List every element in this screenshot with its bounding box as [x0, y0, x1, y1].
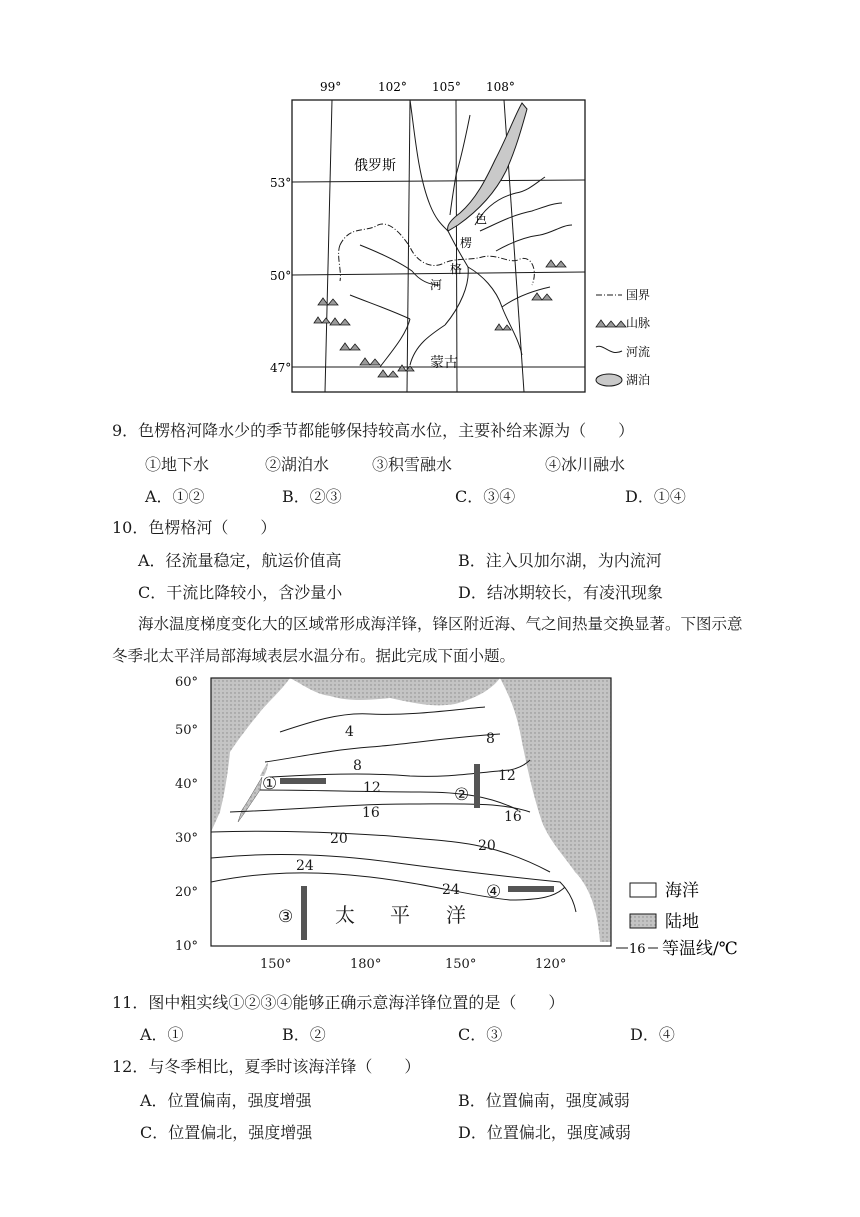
marker-3: ③ [278, 907, 294, 927]
lat-label: 20° [175, 885, 199, 900]
lake-baikal [448, 103, 527, 231]
front-bar-2 [474, 764, 480, 808]
lat-label: 30° [175, 831, 199, 846]
q10-option-a[interactable]: A．径流量稳定，航运价值高 [138, 551, 342, 570]
lon-label: 99° [320, 80, 342, 94]
front-bar-1 [280, 778, 326, 784]
q9-option-d[interactable]: D．①④ [625, 487, 686, 506]
isotherm-label: 16 [362, 805, 380, 821]
q11-option-b[interactable]: B．② [282, 1025, 326, 1044]
lat-label: 53° [270, 176, 292, 190]
lat-label: 10° [175, 939, 199, 954]
q12-option-b[interactable]: B．位置偏南，强度减弱 [458, 1091, 630, 1110]
lon-label: 108° [486, 80, 515, 94]
lat-label: 50° [175, 723, 199, 738]
q12-option-d[interactable]: D．位置偏北，强度减弱 [458, 1123, 631, 1142]
selenga-river-map [270, 75, 680, 395]
ocean-label-char: 洋 [446, 903, 466, 927]
parallel-50 [292, 272, 585, 275]
map2-legend [616, 881, 738, 959]
lon-label: 105° [432, 80, 461, 94]
river-char: 色 [475, 212, 488, 226]
place-russia: 俄罗斯 [354, 158, 396, 174]
ocean-label-char: 太 [335, 903, 355, 927]
svg-text:海洋: 海洋 [665, 881, 699, 901]
lat-label: 47° [270, 361, 292, 375]
q12-option-c[interactable]: C．位置偏北，强度增强 [140, 1123, 313, 1142]
river-char: 格 [450, 262, 463, 276]
isotherm-label: 16 [504, 809, 522, 825]
land-alaska [290, 678, 500, 705]
mountain-legend-icon [596, 320, 626, 327]
q9-item: ①地下水 [145, 455, 210, 474]
intro-line-1: 海水温度梯度变化大的区域常形成海洋锋，锋区附近海、气之间热量交换显著。下图示意 [138, 615, 743, 633]
river-char: 河 [430, 278, 443, 292]
lon-label: 150° [445, 957, 477, 972]
svg-text:国界: 国界 [626, 288, 651, 302]
front-bar-3 [301, 886, 307, 940]
svg-text:陆地: 陆地 [665, 912, 699, 932]
q12-option-a[interactable]: A．位置偏南，强度增强 [140, 1091, 312, 1110]
q11-option-d[interactable]: D．④ [630, 1025, 675, 1044]
svg-text:河流: 河流 [626, 345, 651, 359]
isotherm-label: 8 [353, 758, 362, 774]
north-pacific-sst-map [170, 672, 770, 982]
isotherm-label: 4 [345, 724, 354, 740]
rivers [350, 100, 572, 367]
land-asia [211, 678, 290, 832]
marker-1: ① [262, 774, 278, 794]
place-mongolia: 蒙古 [430, 355, 458, 371]
marker-4: ④ [486, 882, 502, 902]
isotherm-label: 20 [478, 838, 496, 854]
q9-item: ②湖泊水 [265, 455, 330, 474]
isotherm-label: 20 [330, 831, 348, 847]
land-legend-icon [630, 914, 656, 928]
lake-legend-icon [596, 374, 622, 386]
svg-text:湖泊: 湖泊 [626, 373, 651, 387]
front-bar-4 [508, 886, 554, 892]
svg-text:山脉: 山脉 [626, 316, 651, 330]
q12-stem: 12．与冬季相比，夏季时该海洋锋（ ） [112, 1057, 421, 1076]
lon-label: 150° [260, 957, 292, 972]
marker-2: ② [454, 785, 470, 805]
q9-stem: 9．色楞格河降水少的季节都能够保持较高水位，主要补给来源为（ ） [112, 421, 635, 440]
isotherm-label: 24 [442, 882, 460, 898]
svg-text:等温线/℃: 等温线/℃ [662, 939, 738, 959]
lon-label: 180° [350, 957, 382, 972]
ocean-legend-icon [630, 883, 656, 897]
river-char: 楞 [460, 236, 473, 250]
national-border [340, 224, 534, 285]
lon-label: 102° [378, 80, 407, 94]
svg-text:16: 16 [629, 942, 646, 957]
q10-stem: 10．色楞格河（ ） [112, 518, 277, 537]
intro-line-2: 冬季北太平洋局部海域表层水温分布。据此完成下面小题。 [112, 647, 516, 665]
isotherm-label: 12 [498, 768, 516, 784]
map1-frame [292, 100, 585, 392]
lat-label: 40° [175, 777, 199, 792]
map1-legend [596, 288, 650, 387]
q11-option-c[interactable]: C．③ [458, 1025, 503, 1044]
land-japan [238, 777, 262, 822]
lat-label: 50° [270, 269, 292, 283]
q10-option-d[interactable]: D．结冰期较长，有凌汛现象 [458, 583, 663, 602]
ocean-label-char: 平 [390, 903, 410, 927]
q9-item: ④冰川融水 [545, 455, 626, 474]
q11-stem: 11．图中粗实线①②③④能够正确示意海洋锋位置的是（ ） [112, 993, 565, 1012]
river-legend-icon [596, 346, 622, 352]
lon-label: 120° [535, 957, 567, 972]
q11-option-a[interactable]: A．① [140, 1025, 184, 1044]
q9-option-b[interactable]: B．②③ [282, 487, 342, 506]
q9-option-a[interactable]: A．①② [145, 487, 205, 506]
q10-option-b[interactable]: B．注入贝加尔湖，为内流河 [458, 551, 662, 570]
q9-item: ③积雪融水 [372, 455, 453, 474]
q10-option-c[interactable]: C．干流比降较小，含沙量小 [138, 583, 343, 602]
isotherm-label: 12 [363, 780, 381, 796]
isotherm-label: 8 [486, 731, 495, 747]
lat-label: 60° [175, 675, 199, 690]
q9-option-c[interactable]: C．③④ [455, 487, 516, 506]
meridian-99 [325, 100, 332, 392]
isotherm-label: 24 [296, 858, 314, 874]
